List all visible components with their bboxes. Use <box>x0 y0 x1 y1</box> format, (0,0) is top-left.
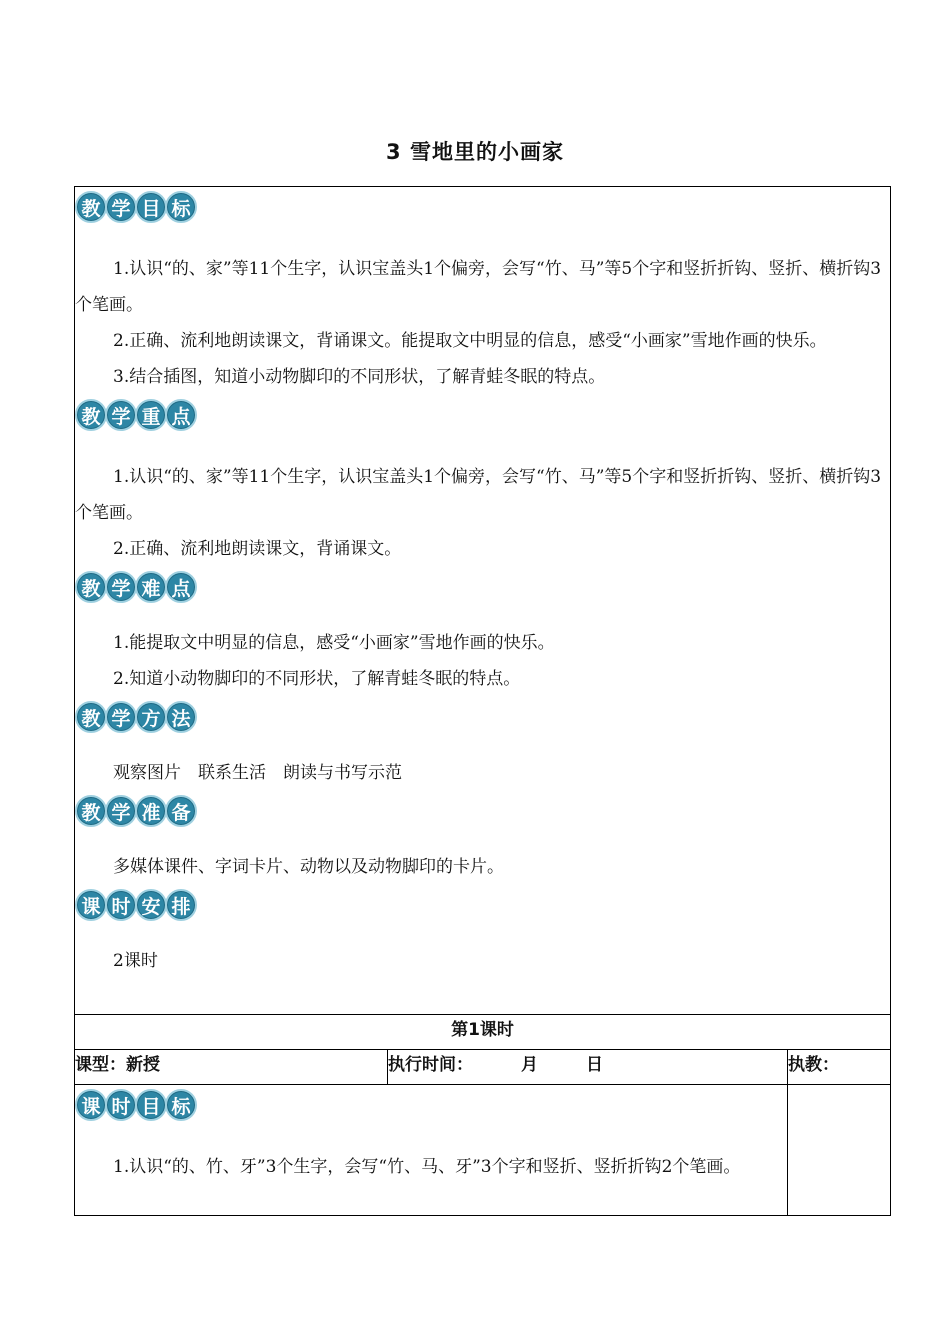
paragraph: 3.结合插图，知道小动物脚印的不同形状，了解青蛙冬眠的特点。 <box>113 367 606 387</box>
badge-char: 排 <box>165 889 197 921</box>
badge-char: 安 <box>135 889 167 921</box>
paragraph: 观察图片 联系生活 朗读与书写示范 <box>113 763 402 783</box>
badge-char: 时 <box>105 889 137 921</box>
day-label: 日 <box>586 1055 603 1075</box>
lesson-goal-cell <box>75 1085 788 1216</box>
lesson-header: 第1课时 <box>75 1015 891 1050</box>
paragraph: 2课时 <box>113 951 158 971</box>
badge-char: 准 <box>135 795 167 827</box>
badge-char: 学 <box>105 191 137 223</box>
badge-char: 方 <box>135 701 167 733</box>
badge-char: 重 <box>135 399 167 431</box>
lesson-type: 课型：新授 <box>75 1050 388 1085</box>
page-title: 3 雪地里的小画家 <box>386 140 564 164</box>
badge-char: 难 <box>135 571 167 603</box>
paragraph: 2.正确、流利地朗读课文，背诵课文。 <box>113 539 402 559</box>
teacher-label: 执教： <box>788 1050 891 1085</box>
paragraph: 2.正确、流利地朗读课文，背诵课文。能提取文中明显的信息，感受“小画家”雪地作画的快乐。 <box>113 331 827 351</box>
badge-char: 标 <box>165 1089 197 1121</box>
lesson-plan-table <box>74 186 891 1216</box>
section-badge-lesson-goals <box>75 1087 787 1123</box>
section-badge-schedule <box>75 887 890 923</box>
paragraph: 1.认识“的、竹、牙”3个生字，会写“竹、马、牙”3个字和竖折、竖折折钩2个笔画。 <box>113 1157 741 1177</box>
badge-char: 时 <box>105 1089 137 1121</box>
section-badge-difficulties <box>75 569 890 605</box>
badge-char: 教 <box>75 795 107 827</box>
section-badge-preparation <box>75 793 890 829</box>
execution-time <box>388 1050 788 1085</box>
badge-char: 课 <box>75 1089 107 1121</box>
badge-char: 标 <box>165 191 197 223</box>
section-badge-teaching-goals <box>75 189 890 225</box>
paragraph: 1.能提取文中明显的信息，感受“小画家”雪地作画的快乐。 <box>113 633 555 653</box>
overview-cell <box>75 187 891 1015</box>
badge-char: 教 <box>75 571 107 603</box>
badge-char: 教 <box>75 701 107 733</box>
badge-char: 目 <box>135 191 167 223</box>
badge-char: 教 <box>75 191 107 223</box>
paragraph: 1.认识“的、家”等11个生字，认识宝盖头1个偏旁，会写“竹、马”等5个字和竖折折钩、竖折、横折钩3个笔画。 <box>75 467 882 523</box>
badge-char: 学 <box>105 399 137 431</box>
badge-char: 点 <box>165 571 197 603</box>
paragraph: 多媒体课件、字词卡片、动物以及动物脚印的卡片。 <box>113 857 504 877</box>
badge-char: 点 <box>165 399 197 431</box>
badge-char: 学 <box>105 701 137 733</box>
badge-char: 法 <box>165 701 197 733</box>
paragraph: 2.知道小动物脚印的不同形状，了解青蛙冬眠的特点。 <box>113 669 521 689</box>
badge-char: 教 <box>75 399 107 431</box>
section-badge-methods <box>75 699 890 735</box>
badge-char: 学 <box>105 795 137 827</box>
badge-char: 备 <box>165 795 197 827</box>
badge-char: 学 <box>105 571 137 603</box>
month-label: 月 <box>521 1055 538 1075</box>
section-badge-key-points <box>75 397 890 433</box>
badge-char: 课 <box>75 889 107 921</box>
paragraph: 1.认识“的、家”等11个生字，认识宝盖头1个偏旁，会写“竹、马”等5个字和竖折折钩、竖折、横折钩3个笔画。 <box>75 259 882 315</box>
time-label: 执行时间： <box>388 1055 473 1075</box>
badge-char: 目 <box>135 1089 167 1121</box>
notes-cell <box>788 1085 891 1216</box>
